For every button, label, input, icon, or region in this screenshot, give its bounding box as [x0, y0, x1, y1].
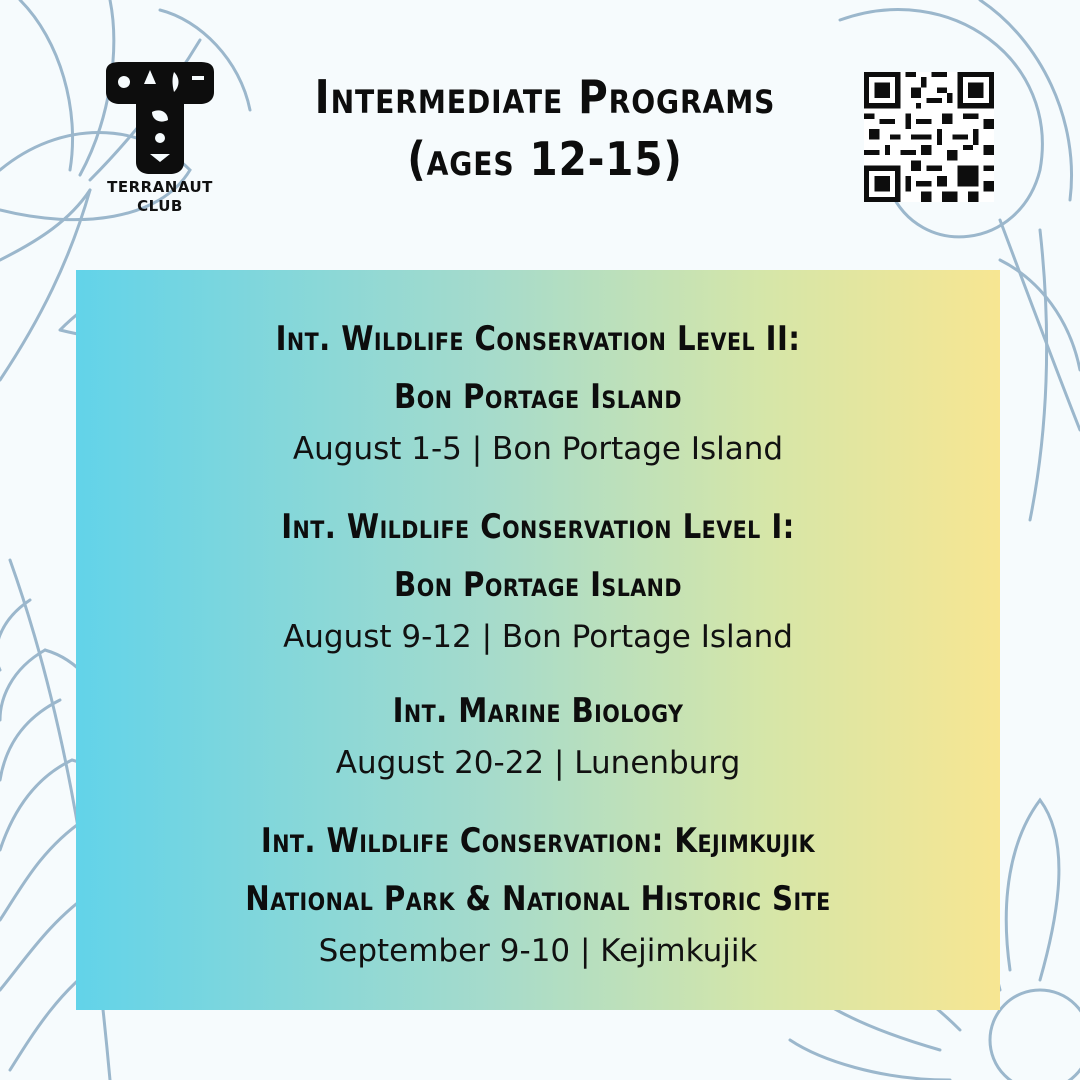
program-item — [76, 310, 1000, 472]
terranaut-t-logo-icon — [100, 62, 220, 174]
program-date-location: August 9-12 | Bon Portage Island — [283, 619, 793, 655]
program-item — [76, 498, 1000, 660]
fern-leaf-line — [0, 700, 60, 780]
program-name: National Park & National Historic Site — [245, 879, 831, 919]
program-name: Int. Wildlife Conservation Level II: — [275, 319, 801, 359]
program-name: Bon Portage Island — [394, 377, 682, 417]
flower-petal-line — [0, 190, 90, 260]
flower-center-line — [990, 990, 1080, 1080]
logo-wordmark: TERRANAUT CLUB — [107, 178, 213, 215]
program-date-location: August 20-22 | Lunenburg — [335, 745, 741, 781]
programs-panel — [76, 270, 1000, 1010]
program-item — [76, 682, 1000, 786]
program-date-location: August 1-5 | Bon Portage Island — [292, 431, 784, 467]
flower-stem-line — [1030, 230, 1047, 520]
page-title — [277, 66, 814, 190]
qr-code-icon[interactable] — [864, 72, 994, 202]
terranaut-club-logo — [96, 62, 224, 222]
title-line-2: (ages 12-15) — [407, 132, 683, 186]
flower-petal-line — [20, 0, 73, 170]
program-name: Int. Wildlife Conservation Level I: — [281, 507, 795, 547]
fern-leaf-line — [0, 820, 84, 920]
flower-petal-line — [1006, 800, 1059, 980]
fern-leaf-line — [0, 650, 45, 720]
program-name: Int. Wildlife Conservation: Kejimkujik — [260, 821, 816, 861]
program-name: Int. Marine Biology — [392, 691, 684, 731]
title-line-1: Intermediate Programs — [314, 70, 776, 124]
program-date-location: September 9-10 | Kejimkujik — [318, 933, 758, 969]
program-item — [76, 812, 1000, 974]
leaf-line — [1000, 260, 1080, 370]
program-name: Bon Portage Island — [394, 565, 682, 605]
flower-stem-line — [1000, 220, 1080, 430]
